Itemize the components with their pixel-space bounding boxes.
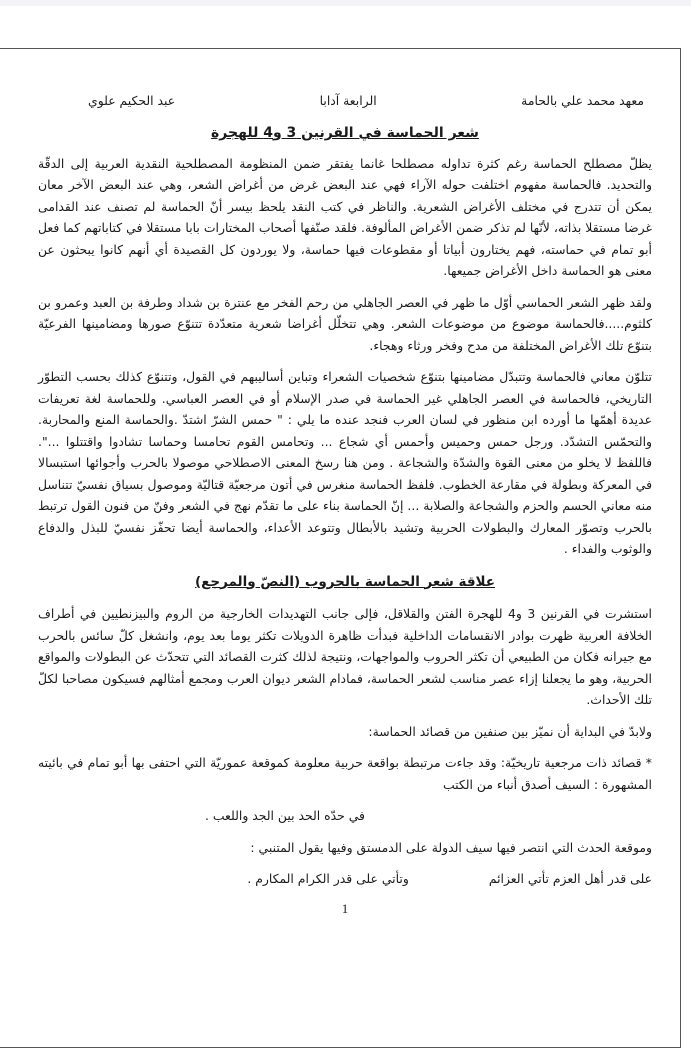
paragraph-2: ولقد ظهر الشعر الحماسي أوّل ما ظهر في العصر الجاهلي من رحم الفخر مع عنترة بن شداد وطرفة بن العبد وعمرو بن كلثوم.....فالحماسة موضوع من موضوعات الشعر. وهي تتخلّل أغراضا شعرية متعدّدة تتنوّع صورها ومضامينها الفرعيّة بتنوّع تلك الأغراض المختلفة من مدح وفخر ورثاء وهجاء.: [38, 294, 652, 353]
section2-paragraph-3: * قصائد ذات مرجعية تاريخيّة: وقد جاءت مرتبطة بواقعة حربية معلومة كموقعة عموريّة التي احتفى بها أبو تمام في بائيته المشهورة : السيف أصدق أنباء من الكتب: [38, 755, 652, 792]
institute-name: معهد محمد علي بالحامة: [521, 93, 644, 108]
verse-line: في حدّه الحد بين الجد واللعب .: [205, 808, 365, 823]
paragraph-3: تتلوّن معاني فالحماسة وتتبدّل مضامينها بتنوّع شخصيات الشعراء وتباين أساليبهم في القول، وتتنوّع كذلك بحسب التطوّر التاريخي، فالحماسة في العصر الجاهلي غير الحماسة في صدر الإسلام أو في العصر العباسي. وللحماسة لغة تعريفات عديدة أهمّها ما أورده ابن منظور في لسان العرب فنجد عنده ما يلي : " حمس الشرّ اشتدّ .والحماسة المنع والمحاربة. والتحمّس التشدّد. ورجل حمس وحميس وأحمس أي شجاع ... وتحامس القوم تحامسا وحماسا تشادوا واقتتلوا ...". فاللفظ لا يخلو من معنى القوة والشدّة والشجاعة . ومن هنا رسخ المعنى الاصطلاحي موصولا بالحرب وأجوائها استبسالا في المعركة وبطولة في مقارعة الخطوب. فلفظ الحماسة منغرس في أتون مرجعيّة قتاليّة وموصول بسياق نفسيّ تتناسل منه معاني الحسم والحزم والشجاعة والصلابة ... إنّ الحماسة بناء على ما تقدّم نهج في الشعر وفنّ من فنون القول ترتبط بالحرب وتصوّر المعارك والبطولات الحربية وتشيد بالأبطال وتتوعد الأعداء، والحماسة أيضا تحفّز نفسيّ للبذل والدفاع والوثوب والفداء .: [38, 369, 652, 556]
verse-first-hemistich: على قدر أهل العزم تأتي العزائم: [488, 871, 652, 886]
document-header: [88, 91, 644, 111]
document-page: [0, 6, 691, 1050]
verse-second-hemistich: وتأتي على قدر الكرام المكارم .: [247, 871, 409, 886]
section-subtitle: علاقة شعر الحماسة بالحروب (النصّ والمرجع): [194, 573, 496, 590]
section2-paragraph-1: استشرت في القرنين 3 و4 للهجرة الفتن والقلاقل، فإلى جانب التهديدات الخارجية من الروم والبيزنطيين في أطراف الخلافة العربية ظهرت بوادر الانقسامات الداخلية فبدأت ظاهرة الدويلات تكثر يوما بعد يوم، وانشغل كلّ سائس بالحرب مع جيرانه فكان من الطبيعي أن تكثر الحروب والمواجهات، ونتيجة لذلك كثرت القصائد التي تتحدّث عن البطولات والمواقع الحربية، وهو ما يجعلنا إزاء عصر مناسب لشعر الحماسة، فمادام الشعر ديوان العرب ومجمع أمثالهم فسيكون مصاحبا لكلّ تلك الأحداث.: [38, 606, 652, 707]
page-number: 1: [341, 900, 349, 916]
teacher-name: عبد الحكيم علوي: [88, 93, 176, 108]
document-content: [38, 91, 652, 919]
document-title: شعر الحماسة في القرنين 3 و4 للهجرة: [211, 125, 479, 141]
section2-paragraph-2: ولابدّ في البداية أن نميّز بين صنفين من قصائد الحماسة:: [368, 723, 652, 739]
poem-verse: [38, 868, 652, 890]
class-level: الرابعة آدابا: [319, 93, 377, 108]
paragraph-1: يظلّ مصطلح الحماسة رغم كثرة تداوله مصطلحا غانما يفتقر ضمن المنظومة المصطلحية النقدية العربية إلى الدقّة والتحديد. فالحماسة مفهوم اختلفت حوله الآراء فهي عند البعض غرض من أغراض الشعر، وهي عند البعض الآخر معان يمكن أن تتدرج في مختلف الأغراض الشعرية. والناظر في كتب النقد يلحظ بيسر أنّ الحماسة لم تصنف عند القدامى غرضا مستقلا بذاته، لأنّها لم تذكر ضمن الأغراض المألوفة. فلقد صنّفها أصحاب المختارات بابا مستقلا في كتاباتهم كما فعل أبو تمام في حماسته، فهم يختارون أبياتا أو مقطوعات فيها حماسة، ولا يوردون كل القصيدة أي أنهم كانوا يبحثون عن معنى هو الحماسة داخل الأغراض جميعها.: [38, 155, 652, 278]
verse-intro-line: وموقعة الحدث التي انتصر فيها سيف الدولة على الدمستق وفيها يقول المتنبي :: [250, 839, 652, 855]
